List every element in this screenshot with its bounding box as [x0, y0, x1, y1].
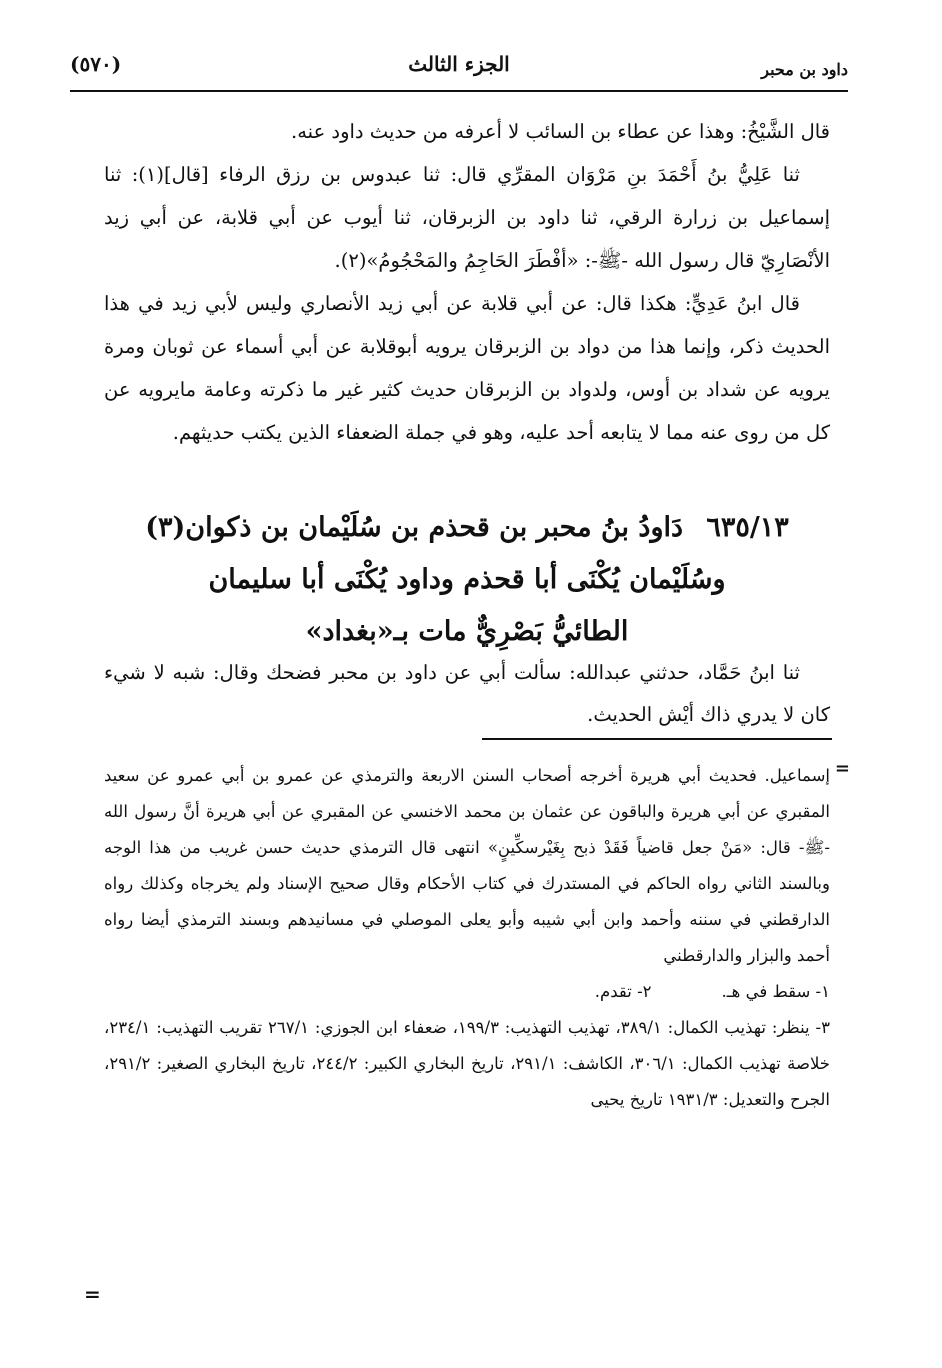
footnotes — [104, 758, 830, 1118]
footnote-divider — [482, 738, 832, 740]
biography-name: دَاودُ بنُ محبر بن قحذم بن سُلَيْمان بن ذكوان(٣) — [145, 512, 684, 543]
footnote-continuation: إسماعيل. فحديث أبي هريرة أخرجه أصحاب السنن الاربعة والترمذي عن عمرو بن أبي عمرو عن سعيد المقبري عن أبي هريرة والباقون عن عثمان بن محمد الاخنسي عن المقبري عن أبي هريرة أنَّ رسول الله -ﷺ- قال: «مَنْ جعل قاضياً فَقَدْ ذبح بِغَيْرسكِّينٍ» انتهى قال الترمذي حديث حسن غريب من هذا الوجه وبالسند الثاني رواه الحاكم في المستدرك في كتاب الأحكام وقال صحيح الإسناد ولم يخرجاه وكذلك رواه الدارقطني في سننه وأحمد وابن أبي شيبه وأبو يعلى الموصلي في مسانيدهم وبسند الترمذي أيضا رواه أحمد والبزار والدارقطني — [104, 766, 830, 965]
page-header — [70, 50, 848, 92]
biography-text — [104, 652, 830, 736]
paragraph: ثنا عَلِيُّ بنُ أَحْمَدَ بنِ مَرْوَان المقرِّي قال: ثنا عبدوس بن رزق الرفاء [قال](١): ثنا إسماعيل بن زرارة الرقي، ثنا داود بن الزبرقان، ثنا أيوب عن أبي قلابة، عن أبي زيد الأنْصَارِيّ قال رسول الله -ﷺ-: «أفْطَرَ الحَاجِمُ والمَحْجُومُ»(٢). — [104, 163, 830, 272]
footnote-1: ١- سقط في هـ. — [721, 982, 830, 1001]
paragraph: قال ابنُ عَدِيٍّ: هكذا قال: عن أبي قلابة عن أبي زيد الأنصاري وليس لأبي زيد في هذا الحديث ذكر، وإنما هذا من دواد بن الزبرقان يرويه أبوقلابة عن أبي أسماء عن ثوبان ومرة يرويه عن شداد بن أوس، ولدواد بن الزبرقان حديث كثير غير ما ذكرته وعامة مايرويه عن كل من روى عنه مما لا يتابعه أحد عليه، وهو في جملة الضعفاء الذين يكتب حديثهم. — [104, 292, 830, 444]
entry-number: ٦٣٥/١٣ — [706, 512, 789, 543]
volume-title: الجزء الثالث — [408, 52, 510, 76]
running-title: داود بن محبر — [761, 60, 848, 79]
footnote-3: ٣- ينظر: تهذيب الكمال: ٣٨٩/١، تهذيب التهذيب: ١٩٩/٣، ضعفاء ابن الجوزي: ٢٦٧/١ تقريب التهذيب: ٢٣٤/١، خلاصة تهذيب الكمال: ٣٠٦/١، الكاشف: ٢٩١/١، تاريخ البخاري الكبير: ٢٤٤/٢، تاريخ البخاري الصغير: ٢٩١/٢، الجرح والتعديل: ١٩٣١/٣ تاريخ يحيى — [104, 1018, 830, 1109]
continuation-mark: = — [834, 758, 850, 779]
biography-heading — [104, 502, 830, 658]
footnote-2: ٢- تقدم. — [594, 982, 652, 1001]
main-text — [104, 110, 830, 454]
footnote-row — [104, 974, 830, 1010]
paragraph: قال الشَّيْخُ: وهذا عن عطاء بن السائب لا أعرفه من حديث داود عنه. — [291, 120, 830, 143]
paragraph: ثنا ابنُ حَمَّاد، حدثني عبدالله: سألت أبي عن داود بن محبر فضحك وقال: شبه لا شيء كان لا يدري ذاك أيْش الحديث. — [104, 661, 830, 726]
biography-line: الطائيُّ بَصْرِيٌّ مات بـ«بغداد» — [305, 616, 629, 647]
bottom-continuation-mark: = — [84, 1282, 101, 1306]
biography-line: وسُلَيْمان يُكْنَى أبا قحذم وداود يُكْنَى أبا سليمان — [208, 564, 726, 595]
biography-line — [104, 502, 830, 554]
page-number: (٥٧٠) — [70, 52, 122, 76]
